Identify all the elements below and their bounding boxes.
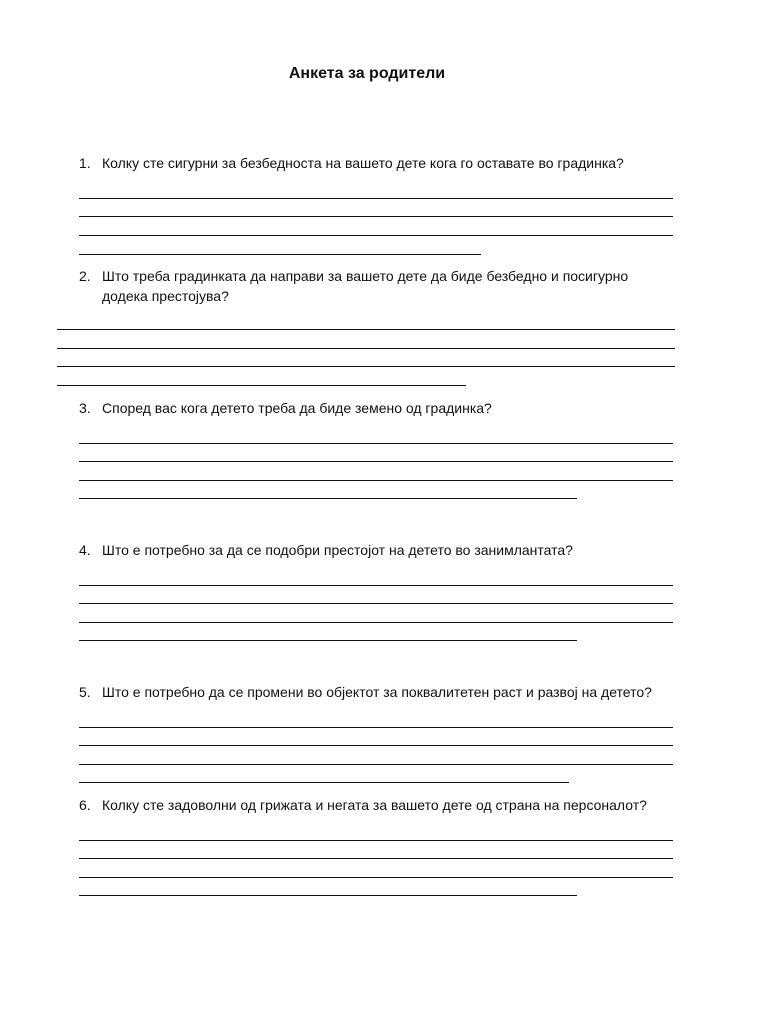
survey-title: Анкета за родители: [288, 65, 446, 82]
answer-line[interactable]: [79, 840, 673, 841]
answer-line[interactable]: [79, 727, 673, 728]
answer-line[interactable]: [79, 216, 673, 217]
question-number: 4.: [79, 542, 91, 558]
answer-line[interactable]: [79, 895, 577, 896]
answer-line[interactable]: [79, 480, 673, 481]
question-text: Колку сте сигурни за безбедноста на вашето дете кога го оставате во градинка?: [102, 155, 624, 171]
answer-line[interactable]: [79, 235, 673, 236]
question-text: Што е потребно да се промени во објектот за поквалитетен раст и развој на детето?: [102, 684, 652, 700]
answer-line[interactable]: [79, 585, 673, 586]
answer-line[interactable]: [79, 498, 577, 499]
question-number: 3.: [79, 400, 91, 416]
question-text: Што треба градинката да направи за вашето дете да биде безбедно и посигурно: [102, 268, 629, 284]
answer-line[interactable]: [79, 443, 673, 444]
answer-line[interactable]: [57, 366, 675, 367]
answer-line[interactable]: [79, 198, 673, 199]
answer-line[interactable]: [79, 603, 673, 604]
answer-line[interactable]: [79, 622, 673, 623]
answer-line[interactable]: [79, 782, 569, 783]
answer-line[interactable]: [79, 745, 673, 746]
answer-line[interactable]: [79, 764, 673, 765]
answer-line[interactable]: [79, 877, 673, 878]
answer-line[interactable]: [57, 385, 466, 386]
answer-line[interactable]: [57, 348, 675, 349]
answer-line[interactable]: [79, 640, 577, 641]
question-number: 5.: [79, 684, 91, 700]
answer-line[interactable]: [57, 329, 675, 330]
question-text: Што е потребно за да се подобри престојот на детето во занимлантата?: [102, 542, 573, 558]
question-number: 1.: [79, 155, 91, 171]
answer-line[interactable]: [79, 858, 673, 859]
question-number: 2.: [79, 268, 91, 284]
question-text-continued: додека престојува?: [102, 288, 229, 304]
question-text: Според вас кога детето треба да биде земено од градинка?: [102, 400, 492, 416]
answer-line[interactable]: [79, 254, 481, 255]
answer-line[interactable]: [79, 461, 673, 462]
question-number: 6.: [79, 797, 91, 813]
question-text: Колку сте задоволни од грижата и негата за вашето дете од страна на персоналот?: [102, 797, 647, 813]
